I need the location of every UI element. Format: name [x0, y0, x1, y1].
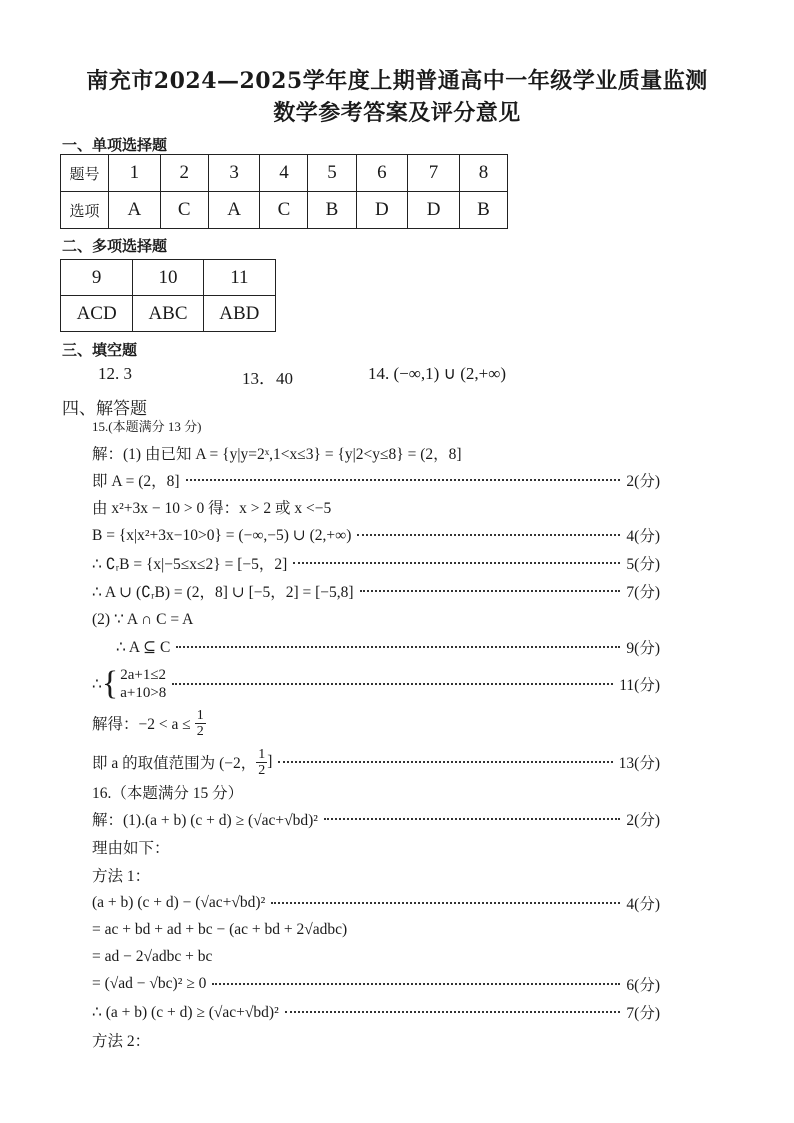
solution-line	[92, 1027, 150, 1053]
table-cell: 7	[408, 155, 460, 192]
table-cell: C	[260, 192, 308, 229]
solution-line	[92, 806, 660, 832]
table-cell: 1	[109, 155, 161, 192]
solution-text: 理由如下：	[92, 840, 170, 857]
table-cell: ABD	[203, 296, 275, 332]
solution-text: ∴ (a + b) (c + d) ≥ (√ac+√bd)²	[92, 1003, 279, 1021]
solution-text: B = {x|x²+3x−10>0} = (−∞,−5) ∪ (2,+∞)	[92, 526, 352, 544]
solution-text: 解：(1).(a + b) (c + d) ≥ (√ac+√bd)²	[92, 812, 318, 829]
therefore-symbol: ∴	[92, 675, 102, 693]
score-label: 2(分)	[626, 473, 660, 490]
table-cell: 4	[260, 155, 308, 192]
solution-text: ∴ A ∪ (∁ᵣB) = (2，8] ∪ [−5，2] = [−5,8]	[92, 584, 354, 601]
table-cell: 11	[203, 260, 275, 296]
solution-line	[92, 999, 660, 1025]
solution-line	[92, 606, 193, 632]
solution-line	[92, 834, 170, 860]
score-label: 5(分)	[626, 556, 660, 573]
section-multi-choice-heading: 二、多项选择题	[62, 237, 168, 255]
solution-text: = (√ad − √bc)² ≥ 0	[92, 975, 207, 992]
dotted-leader	[360, 590, 621, 592]
q15-header: 15.(本题满分 13 分)	[92, 418, 202, 434]
table-cell: D	[408, 192, 460, 229]
dotted-leader	[293, 562, 620, 564]
score-label: 7(分)	[626, 1005, 660, 1022]
row-label-answer: 选项	[61, 192, 109, 229]
q16-header: 16.（本题满分 15 分）	[92, 785, 244, 802]
fraction-numerator: 1	[196, 707, 204, 723]
dotted-leader	[186, 479, 621, 481]
solution-text: 解：(1) 由已知 A = {y|y=2ˣ,1<x≤3} = {y|2<y≤8} = (2，8]	[92, 446, 462, 463]
solution-line	[92, 467, 660, 493]
solution-text: 由 x²+3x − 10 > 0 得：x > 2 或 x <−5	[92, 500, 332, 517]
table-cell: 3	[208, 155, 260, 192]
score-label: 6(分)	[626, 977, 660, 994]
system-line-1: 2a+1≤2	[120, 667, 167, 683]
dotted-leader	[285, 1011, 621, 1013]
section-fill-blank-heading: 三、填空题	[62, 341, 138, 359]
range-left: (−2，	[219, 755, 257, 772]
fill-answer-12: 12. 3	[98, 364, 132, 383]
system-line-2: a+10>8	[120, 685, 167, 701]
solution-line	[92, 745, 660, 779]
single-choice-answer-table	[60, 154, 508, 229]
table-cell: 5	[308, 155, 356, 192]
solution-line	[92, 522, 660, 548]
table-cell: A	[208, 192, 260, 229]
table-cell: D	[356, 192, 408, 229]
table-cell: B	[308, 192, 356, 229]
table-cell: C	[160, 192, 208, 229]
dotted-leader	[271, 902, 620, 904]
table-row	[61, 155, 508, 192]
fill-answer-13: 13．40	[242, 369, 293, 388]
table-row	[61, 296, 276, 332]
solution-line	[92, 706, 206, 740]
fraction-one-half	[256, 747, 267, 778]
fraction-denominator: 2	[258, 762, 266, 778]
dotted-leader	[357, 534, 620, 536]
table-cell: 10	[133, 260, 203, 296]
solution-text: ∴ A ⊆ C	[116, 638, 171, 656]
table-cell: ABC	[133, 296, 203, 332]
document-title: 南充市2024—2025学年度上期普通高中一年级学业质量监测	[86, 68, 708, 94]
score-label: 2(分)	[626, 812, 660, 829]
multi-choice-answer-table	[60, 259, 276, 332]
score-label: 11(分)	[619, 677, 660, 694]
solution-text: = ad − 2√adbc + bc	[92, 948, 213, 965]
solution-line	[92, 494, 331, 520]
dotted-leader	[176, 646, 620, 648]
solution-line	[116, 634, 660, 660]
solution-line	[92, 440, 462, 466]
fraction-denominator: 2	[196, 723, 204, 739]
section-solutions-heading: 四、解答题	[62, 399, 147, 419]
document-subtitle: 数学参考答案及评分意见	[273, 100, 521, 126]
score-label: 13(分)	[618, 755, 660, 772]
solution-text: (a + b) (c + d) − (√ac+√bd)²	[92, 894, 266, 911]
solution-text: 即 A = (2，8]	[92, 473, 180, 490]
system-lines	[120, 666, 166, 702]
row-label-number: 题号	[61, 155, 109, 192]
table-cell: B	[459, 192, 507, 229]
table-cell: 8	[459, 155, 507, 192]
solution-text: = ac + bd + ad + bc − (ac + bd + 2√adbc)	[92, 921, 348, 938]
table-cell: 2	[160, 155, 208, 192]
table-row	[61, 192, 508, 229]
fraction-numerator: 1	[258, 746, 266, 762]
solution-line	[92, 971, 660, 997]
solution-text: 方法 1：	[92, 868, 151, 885]
solution-text: 方法 2：	[92, 1033, 151, 1050]
table-row	[61, 260, 276, 296]
table-cell: 6	[356, 155, 408, 192]
solution-line	[92, 944, 212, 970]
solution-text: (2) ∵ A ∩ C = A	[92, 610, 194, 628]
left-brace: {	[101, 665, 119, 702]
solution-line	[92, 917, 347, 943]
dotted-leader	[172, 683, 613, 685]
fraction-one-half	[195, 708, 206, 739]
solution-line	[92, 550, 660, 576]
table-cell: A	[109, 192, 161, 229]
score-label: 4(分)	[626, 528, 660, 545]
solution-line	[92, 664, 660, 704]
section-single-choice-heading: 一、单项选择题	[62, 136, 168, 154]
dotted-leader	[212, 983, 620, 985]
table-cell: 9	[61, 260, 133, 296]
solution-text: 解得：−2 < a ≤	[92, 716, 191, 733]
dotted-leader	[278, 761, 612, 763]
solution-line	[92, 890, 660, 916]
fill-answer-14: 14. (−∞,1) ∪ (2,+∞)	[368, 364, 507, 383]
solution-text: ∴ ∁ᵣB = {x|−5≤x≤2} = [−5，2]	[92, 556, 288, 573]
solution-text: 即 a 的取值范围为	[92, 755, 216, 772]
solution-line	[92, 578, 660, 604]
score-label: 4(分)	[626, 896, 660, 913]
score-label: 7(分)	[626, 584, 660, 601]
table-cell: ACD	[61, 296, 133, 332]
inequality-system	[92, 666, 166, 702]
solution-line	[92, 862, 150, 888]
range-right: ]	[267, 753, 273, 770]
dotted-leader	[324, 818, 620, 820]
score-label: 9(分)	[626, 640, 660, 657]
